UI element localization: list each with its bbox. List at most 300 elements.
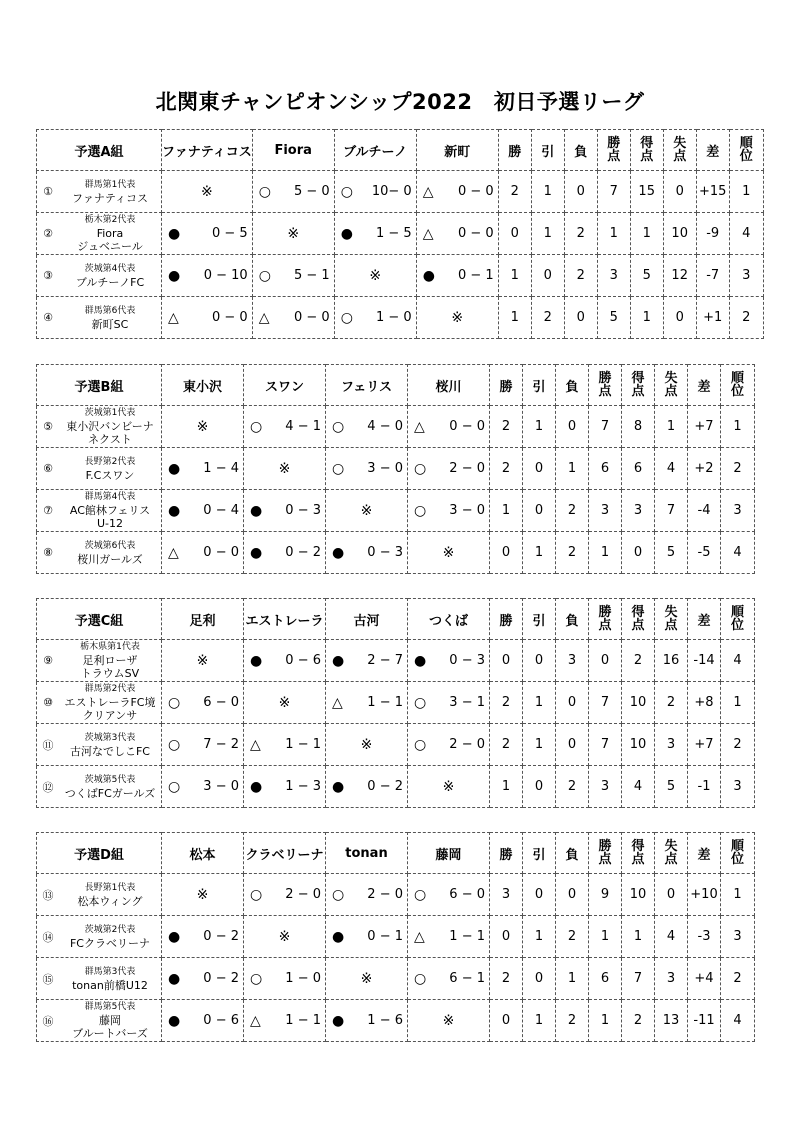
team-cell (37, 448, 162, 490)
stat-header-line: 点 (664, 617, 678, 633)
team-number: ⑨ (43, 654, 53, 667)
stat-goals-against: 7 (655, 490, 688, 532)
stat-points: 7 (597, 171, 630, 213)
stat-header-line: 点 (664, 851, 678, 867)
stat-header-ga (655, 599, 688, 640)
stat-goals-for: 10 (622, 682, 655, 724)
stat-header-line: 位 (730, 383, 744, 399)
team-name-line: ファナティコス (72, 191, 148, 205)
team-number: ⑦ (43, 504, 53, 517)
result-score: 0 − 0 (294, 310, 330, 325)
stat-header-diff: 差 (688, 599, 721, 640)
result-symbol: ○ (414, 502, 427, 519)
result-score: 1 − 6 (367, 1013, 403, 1028)
team-qualifier: 群馬第5代表 (84, 1002, 136, 1012)
result-symbol: ● (332, 928, 345, 945)
team-name (59, 774, 161, 800)
result-score: 3 − 0 (449, 503, 485, 518)
match-result (162, 255, 253, 297)
stat-draws: 1 (523, 1000, 556, 1042)
team-cell (37, 297, 162, 339)
stat-header-win: 勝 (490, 365, 523, 406)
result-content (417, 184, 498, 200)
team-name-line: U-12 (96, 517, 124, 530)
team-qualifier: 群馬第6代表 (84, 305, 136, 316)
stat-goals-against: 4 (655, 448, 688, 490)
team-number: ② (43, 227, 53, 240)
match-result (244, 490, 326, 532)
team-number: ⑯ (42, 1014, 54, 1028)
result-score: 0 − 0 (458, 184, 494, 199)
team-qualifier: 群馬第2代表 (84, 684, 136, 694)
match-result (162, 958, 244, 1000)
stat-goals-against: 2 (655, 682, 688, 724)
result-score: 1 − 0 (285, 971, 321, 986)
stat-goal-diff: -9 (696, 213, 729, 255)
stat-goals-for: 4 (622, 766, 655, 808)
result-score: 1 − 1 (367, 695, 403, 710)
stat-losses: 0 (556, 874, 589, 916)
stat-header-text (731, 372, 744, 398)
stat-wins: 3 (490, 874, 523, 916)
stat-goals-against: 5 (655, 766, 688, 808)
result-content (244, 779, 325, 795)
stat-goal-diff: +8 (688, 682, 721, 724)
result-score: 5 − 1 (294, 268, 330, 283)
stat-header-gf (622, 365, 655, 406)
team-row (37, 171, 764, 213)
result-content (335, 226, 416, 242)
header-row (37, 130, 764, 171)
team-name (59, 305, 161, 331)
stat-header-text (731, 840, 744, 866)
opponent-header: クラベリーナ (244, 833, 326, 874)
stat-header-line: 点 (673, 148, 687, 164)
stat-losses: 2 (556, 916, 589, 958)
match-result (334, 213, 416, 255)
stat-points: 6 (589, 958, 622, 1000)
stat-draws: 1 (531, 171, 564, 213)
stat-header-points (589, 599, 622, 640)
stat-goals-against: 3 (655, 958, 688, 1000)
stat-losses: 0 (564, 171, 597, 213)
stat-header-draw: 引 (531, 130, 564, 171)
result-score: 0 − 0 (203, 545, 239, 560)
match-result (162, 297, 253, 339)
match-result (162, 682, 244, 724)
result-score: 4 − 1 (285, 419, 321, 434)
match-result (416, 171, 498, 213)
stat-goals-for: 1 (630, 297, 663, 339)
stat-wins: 2 (490, 682, 523, 724)
result-score: 0 − 2 (367, 779, 403, 794)
stat-header-draw: 引 (523, 833, 556, 874)
result-content (326, 545, 407, 561)
opponent-header: 東小沢 (162, 365, 244, 406)
opponent-header: 古河 (326, 599, 408, 640)
match-result (326, 682, 408, 724)
team-name (59, 1001, 161, 1040)
stat-goal-diff: +7 (688, 724, 721, 766)
result-symbol: ● (168, 970, 181, 987)
result-score: 1 − 0 (376, 310, 412, 325)
stat-header-loss: 負 (556, 365, 589, 406)
self-match-cell (244, 682, 326, 724)
result-score: 3 − 0 (203, 779, 239, 794)
result-symbol: △ (258, 309, 270, 326)
match-result (244, 406, 326, 448)
result-symbol: ● (422, 267, 435, 284)
stat-header-ga (655, 365, 688, 406)
stat-header-text (598, 372, 611, 398)
stat-goals-against: 16 (655, 640, 688, 682)
match-result (162, 490, 244, 532)
match-result (408, 874, 490, 916)
result-symbol: △ (422, 225, 434, 242)
team-qualifier: 栃木第2代表 (84, 215, 136, 225)
self-match-cell (326, 724, 408, 766)
stat-header-rank (721, 833, 755, 874)
match-result (326, 766, 408, 808)
self-match-mark: ※ (360, 736, 373, 753)
team-cell (37, 490, 162, 532)
match-result (326, 874, 408, 916)
team-qualifier: 茨城第3代表 (84, 732, 136, 743)
stat-header-rank (729, 130, 763, 171)
header-row (37, 599, 755, 640)
group-label: 予選D組 (37, 833, 162, 874)
stat-goals-for: 10 (622, 874, 655, 916)
team-name-line: 桜川ガールズ (77, 552, 143, 566)
result-content (326, 653, 407, 669)
self-match-cell (326, 958, 408, 1000)
stat-points: 7 (589, 406, 622, 448)
stat-draws: 1 (523, 682, 556, 724)
self-match-cell (326, 490, 408, 532)
stat-rank: 3 (721, 490, 755, 532)
stat-header-line: 位 (730, 617, 744, 633)
team-number: ① (43, 185, 53, 198)
stat-points: 0 (589, 640, 622, 682)
team-cell (37, 724, 162, 766)
team-name (59, 683, 161, 722)
result-content (244, 653, 325, 669)
result-symbol: ○ (340, 183, 353, 200)
stat-header-loss: 負 (556, 599, 589, 640)
stat-rank: 1 (721, 682, 755, 724)
result-content (162, 971, 243, 987)
stat-losses: 2 (564, 255, 597, 297)
stat-goals-against: 13 (655, 1000, 688, 1042)
result-score: 0 − 3 (449, 653, 485, 668)
self-match-cell (408, 532, 490, 574)
stat-draws: 0 (523, 490, 556, 532)
self-match-cell (244, 448, 326, 490)
team-number: ⑪ (42, 738, 54, 752)
result-score: 0 − 6 (203, 1013, 239, 1028)
opponent-header: フェリス (326, 365, 408, 406)
team-row (37, 874, 755, 916)
result-content (253, 310, 334, 326)
self-match-mark: ※ (278, 460, 291, 477)
stat-header-text (673, 137, 686, 163)
stat-wins: 0 (490, 1000, 523, 1042)
result-score: 0 − 0 (449, 419, 485, 434)
team-number: ⑩ (43, 696, 53, 709)
stat-header-line: 順 (730, 838, 744, 854)
stat-header-points (597, 130, 630, 171)
result-symbol: ● (340, 225, 353, 242)
stat-header-line: 勝 (607, 135, 621, 151)
team-name (59, 732, 161, 758)
team-name-line: クリアンサ (82, 709, 138, 722)
match-result (408, 682, 490, 724)
stat-goal-diff: +1 (696, 297, 729, 339)
team-cell (37, 213, 162, 255)
result-content (162, 226, 252, 242)
result-score: 3 − 0 (367, 461, 403, 476)
stat-goal-diff: +4 (688, 958, 721, 1000)
team-name-line: ネクスト (88, 433, 132, 446)
match-result (162, 213, 253, 255)
opponent-header: 新町 (416, 130, 498, 171)
result-content (162, 545, 243, 561)
result-content (162, 737, 243, 753)
team-row (37, 213, 764, 255)
match-result (244, 532, 326, 574)
result-symbol: ● (332, 1012, 345, 1029)
stat-header-line: 位 (739, 148, 753, 164)
self-match-mark: ※ (196, 886, 209, 903)
match-result (244, 958, 326, 1000)
stat-header-ga (663, 130, 696, 171)
stat-draws: 1 (523, 532, 556, 574)
stat-wins: 2 (490, 958, 523, 1000)
stat-wins: 0 (490, 532, 523, 574)
self-match-cell (408, 766, 490, 808)
result-score: 0 − 6 (285, 653, 321, 668)
stat-header-win: 勝 (490, 833, 523, 874)
match-result (326, 1000, 408, 1042)
team-name-line: ブルートバーズ (72, 1027, 148, 1040)
stat-header-line: 得 (631, 604, 645, 620)
stat-points: 3 (589, 490, 622, 532)
stat-goals-for: 10 (622, 724, 655, 766)
stat-rank: 2 (721, 448, 755, 490)
result-symbol: ● (332, 652, 345, 669)
team-name-line: ブルチーノFC (75, 275, 145, 289)
result-content (326, 461, 407, 477)
self-match-cell (334, 255, 416, 297)
result-content (326, 929, 407, 945)
result-score: 6 − 1 (449, 971, 485, 986)
result-score: 5 − 0 (294, 184, 330, 199)
team-number: ⑫ (42, 780, 54, 794)
match-result (408, 640, 490, 682)
match-result (162, 1000, 244, 1042)
stat-points: 1 (597, 213, 630, 255)
team-row (37, 406, 755, 448)
stat-goals-for: 8 (622, 406, 655, 448)
group-label: 予選C組 (37, 599, 162, 640)
team-qualifier: 茨城第2代表 (84, 924, 136, 935)
result-content (326, 419, 407, 435)
stat-wins: 0 (498, 213, 531, 255)
stat-points: 6 (589, 448, 622, 490)
match-result (326, 406, 408, 448)
stat-header-points (589, 365, 622, 406)
match-result (244, 724, 326, 766)
result-content (162, 779, 243, 795)
team-qualifier: 群馬第1代表 (84, 179, 136, 190)
team-qualifier: 群馬第3代表 (84, 966, 136, 977)
result-content (408, 503, 489, 519)
stat-draws: 0 (531, 255, 564, 297)
team-number: ④ (43, 311, 53, 324)
opponent-header: tonan (326, 833, 408, 874)
result-symbol: ● (250, 778, 263, 795)
stat-header-rank (721, 365, 755, 406)
result-content (326, 779, 407, 795)
result-score: 0 − 2 (203, 929, 239, 944)
team-name (59, 407, 161, 446)
result-score: 1 − 5 (376, 226, 412, 241)
match-result (416, 255, 498, 297)
result-symbol: △ (250, 1012, 261, 1029)
team-cell (37, 406, 162, 448)
result-score: 6 − 0 (203, 695, 239, 710)
stat-header-line: 得 (631, 370, 645, 386)
opponent-header: ブルチーノ (334, 130, 416, 171)
stat-points: 5 (597, 297, 630, 339)
match-result (326, 532, 408, 574)
match-result (252, 171, 334, 213)
self-match-cell (162, 874, 244, 916)
team-row (37, 297, 764, 339)
result-score: 0 − 0 (458, 226, 494, 241)
result-symbol: ○ (414, 460, 427, 477)
result-score: 1 − 4 (203, 461, 239, 476)
stat-points: 3 (597, 255, 630, 297)
stat-header-text (664, 840, 677, 866)
result-content (408, 419, 489, 435)
team-qualifier: 栃木県第1代表 (80, 642, 140, 652)
result-symbol: ○ (332, 460, 345, 477)
match-result (162, 724, 244, 766)
opponent-header: Fiora (252, 130, 334, 171)
team-row (37, 724, 755, 766)
stat-header-text (731, 606, 744, 632)
team-name-line: tonan前橋U12 (72, 978, 148, 992)
result-content (326, 1013, 407, 1029)
team-name-line: FCクラベリーナ (69, 936, 150, 950)
result-symbol: ○ (340, 309, 353, 326)
team-name-line: トラウムSV (80, 667, 140, 680)
team-name-line: エストレーラFC境 (64, 696, 156, 709)
result-symbol: ● (168, 460, 181, 477)
result-symbol: ● (168, 1012, 181, 1029)
self-match-mark: ※ (287, 225, 300, 242)
result-content (244, 971, 325, 987)
stat-wins: 2 (490, 448, 523, 490)
self-match-mark: ※ (442, 778, 455, 795)
result-content (408, 737, 489, 753)
group-label: 予選B組 (37, 365, 162, 406)
result-score: 2 − 7 (367, 653, 403, 668)
team-cell (37, 682, 162, 724)
result-content (244, 737, 325, 753)
self-match-mark: ※ (360, 970, 373, 987)
team-name-line: 東小沢バンビーナ (66, 420, 154, 433)
team-number: ⑤ (43, 420, 53, 433)
self-match-cell (252, 213, 334, 255)
stat-rank: 2 (721, 958, 755, 1000)
header-row (37, 833, 755, 874)
team-name (59, 263, 161, 289)
result-symbol: ○ (250, 970, 263, 987)
result-symbol: ○ (250, 418, 263, 435)
match-result (408, 490, 490, 532)
stat-goal-diff: -11 (688, 1000, 721, 1042)
result-score: 2 − 0 (449, 737, 485, 752)
stat-goals-for: 1 (622, 916, 655, 958)
stat-goals-for: 0 (622, 532, 655, 574)
stat-header-line: 勝 (598, 838, 612, 854)
team-qualifier: 群馬第4代表 (84, 492, 136, 502)
result-symbol: ● (332, 778, 345, 795)
self-match-mark: ※ (196, 652, 209, 669)
stat-header-line: 点 (598, 851, 612, 867)
stat-wins: 1 (498, 297, 531, 339)
group-table (36, 598, 755, 808)
result-score: 0 − 10 (203, 268, 248, 283)
stat-header-line: 点 (631, 383, 645, 399)
stat-header-loss: 負 (556, 833, 589, 874)
stat-header-line: 点 (631, 851, 645, 867)
result-symbol: ○ (332, 886, 345, 903)
stat-losses: 1 (556, 958, 589, 1000)
team-number: ⑥ (43, 462, 53, 475)
stat-losses: 2 (556, 532, 589, 574)
self-match-mark: ※ (442, 1012, 455, 1029)
result-score: 2 − 0 (449, 461, 485, 476)
match-result (408, 406, 490, 448)
stat-goals-for: 7 (622, 958, 655, 1000)
stat-header-line: 点 (598, 617, 612, 633)
result-score: 1 − 1 (285, 1013, 321, 1028)
team-name (59, 491, 161, 530)
team-name (59, 214, 161, 253)
stat-wins: 1 (498, 255, 531, 297)
stat-goals-against: 10 (663, 213, 696, 255)
result-symbol: ○ (414, 694, 427, 711)
result-content (162, 310, 252, 326)
opponent-header: つくば (408, 599, 490, 640)
self-match-cell (162, 640, 244, 682)
result-score: 0 − 2 (285, 545, 321, 560)
group-table (36, 364, 755, 574)
team-name (59, 179, 161, 205)
team-name (59, 540, 161, 566)
stat-points: 1 (589, 532, 622, 574)
stat-goals-against: 4 (655, 916, 688, 958)
stat-goals-for: 2 (622, 1000, 655, 1042)
stat-goal-diff: -14 (688, 640, 721, 682)
result-symbol: ○ (258, 183, 271, 200)
stat-goal-diff: -3 (688, 916, 721, 958)
team-qualifier: 長野第1代表 (84, 882, 136, 893)
self-match-mark: ※ (451, 309, 464, 326)
